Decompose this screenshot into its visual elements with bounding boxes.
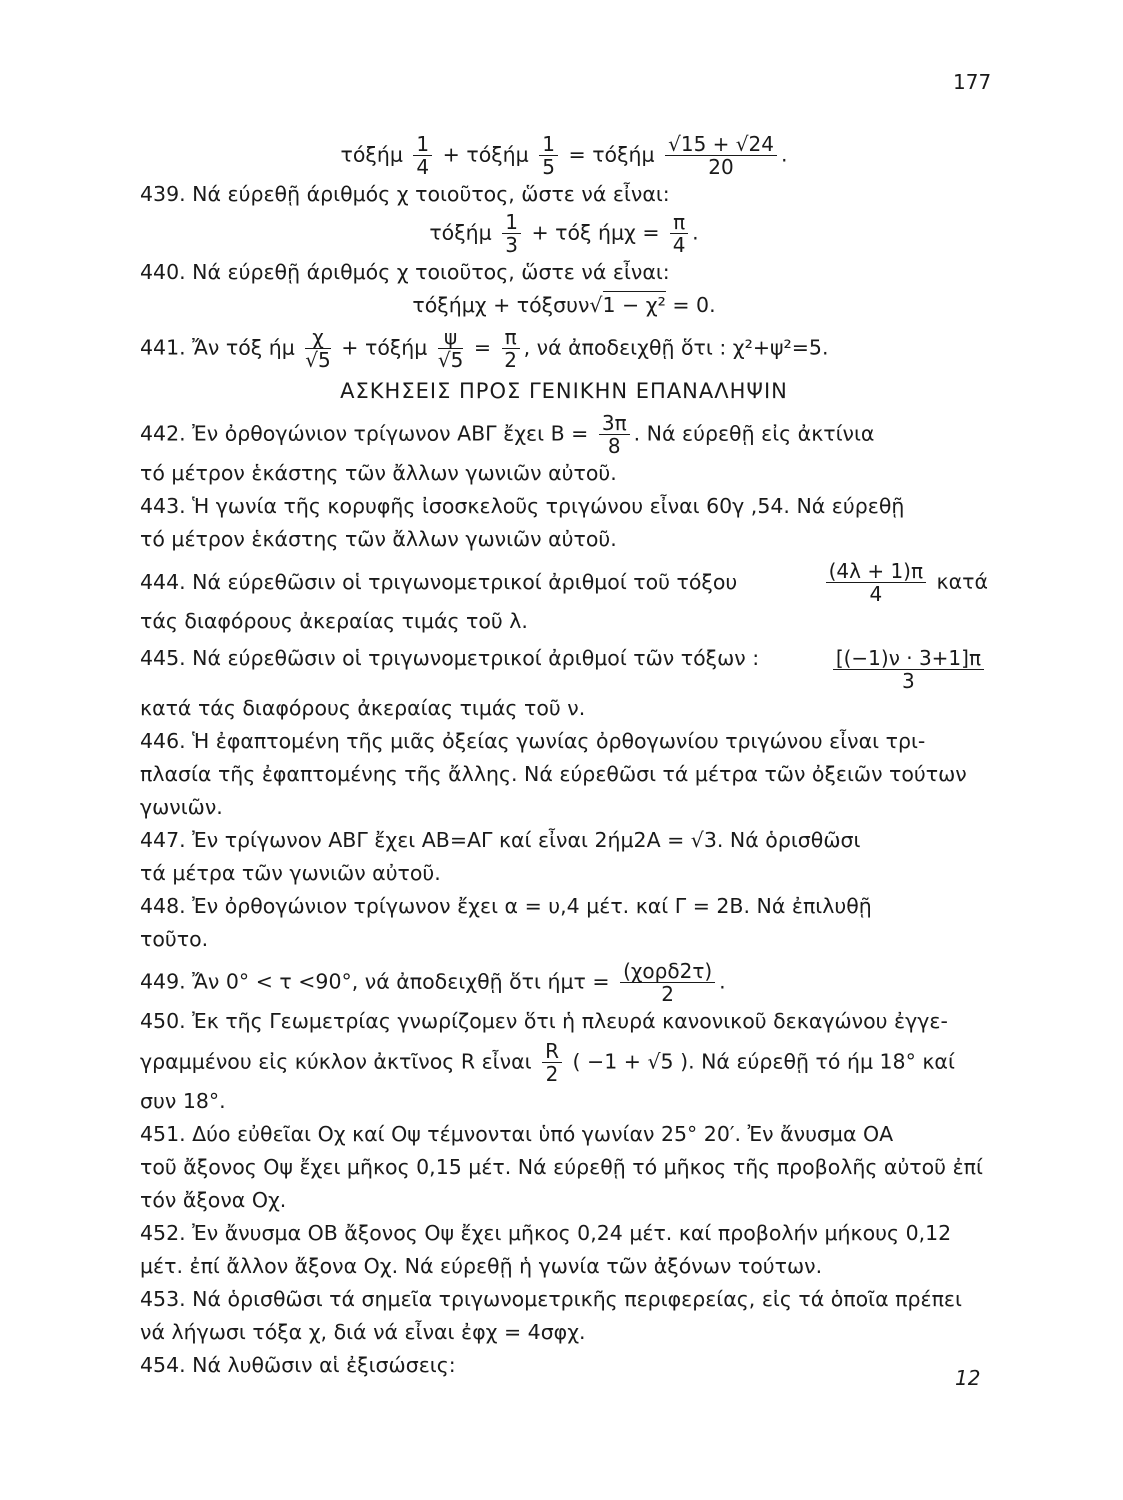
fraction: (χορδ2τ) 2	[620, 960, 715, 1005]
exercise-450: 450. Ἐκ τῆς Γεωμετρίας γνωρίζομεν ὅτι ἡ πλευρά κανονικοῦ δεκαγώνου ἐγγε- γραμμένου εἰς κύκλον ἀκτῖνος R εἶναι $\frac{R}{2}$ ( −1 + √5 ). Νά εύρεθῇ τό ήμ 18° καί συν 18°.	[140, 1009, 955, 1113]
fraction: $\frac{1}{4}$	[413, 133, 432, 178]
fraction: $\frac{1}{5}$	[539, 133, 558, 178]
exercise-448: 448. Ἐν ὀρθογώνιον τρίγωνον ἔχει α = υ,4 μέτ. καί Γ = 2Β. Νά ἐπιλυθῇ τοῦτο.	[140, 894, 872, 951]
fraction: $\frac{√15 + √24}{20}$	[665, 133, 777, 178]
exercise-452: 452. Ἐν ἄνυσμα ΟΒ ἄξονος Οψ ἔχει μῆκος 0,24 μέτ. καί προβολήν μήκους 0,12 μέτ. ἐπί ἄλλον ἄξονα Οχ. Νά εύρεθῇ ἡ γωνία τῶν ἀξόνων τούτων.	[140, 1221, 952, 1278]
fraction: $\frac{R}{2}$	[542, 1040, 562, 1085]
equation-top: τόξήμ $\frac{1}{4}$ + τόξήμ $\frac{1}{5}$ = τόξήμ $\frac{√15 + √24}{20}$ .	[340, 132, 788, 179]
exercise-451: 451. Δύο εὐθεῖαι Οχ καί Οψ τέμνονται ὑπό γωνίαν 25° 20′. Ἐν ἄνυσμα ΟΑ τοῦ ἄξονος Οψ ἔχει μῆκος 0,15 μέτ. Νά εύρεθῇ τό μῆκος τῆς προβολῆς αὐτοῦ ἐπί τόν ἄξονα Οχ.	[140, 1122, 983, 1212]
fraction: [(−1)ν · 3+1]π 3	[833, 647, 984, 692]
exercise-439: 439. Νά εύρεθῇ άριθμός χ τοιοῦτος, ὥστε νά εἶναι: τόξήμ $\frac{1}{3}$ + τόξ ήμχ = $\frac{\pi}{4}$ .	[140, 182, 699, 257]
fraction: $\frac{(4\lambda + 1)\pi}{4}$	[826, 560, 926, 605]
exercise-447: 447. Ἐν τρίγωνον ΑΒΓ ἔχει ΑΒ=ΑΓ καί εἶναι 2ήμ2Α = √3. Νά ὁρισθῶσι τά μέτρα τῶν γωνιῶν αὐτοῦ.	[140, 828, 861, 885]
signature-mark: 12	[955, 1366, 981, 1390]
exercise-445: 445. Νά εύρεθῶσιν οἱ τριγωνομετρικοί ἀριθμοί τῶν τόξων : [(−1)ν · 3+1]π 3 κατά τάς διαφόρους ἀκεραίας τιμάς τοῦ ν.	[140, 642, 988, 725]
fraction: $\frac{\chi}{√5}$	[305, 325, 331, 372]
fraction: $\frac{1}{3}$	[502, 211, 521, 256]
section-heading: ΑΣΚΗΣΕΙΣ ΠΡΟΣ ΓΕΝΙΚΗΝ ΕΠΑΝΑΛΗΨΙΝ	[340, 379, 788, 403]
fraction: $\frac{\pi}{4}$	[670, 211, 688, 256]
fraction: $\frac{\psi}{√5}$	[437, 325, 464, 372]
exercise-443: 443. Ἡ γωνία τῆς κορυφῆς ἰσοσκελοῦς τριγώνου εἶναι 60γ ,54. Νά εύρεθῇ τό μέτρον ἑκάστης τῶν ἄλλων γωνιῶν αὐτοῦ.	[140, 494, 905, 551]
exercise-441: 441. Ἄν τόξ ήμ $\frac{\chi}{√5}$ + τόξήμ $\frac{\psi}{√5}$ = $\frac{\pi}{2}$ , νά ἀποδειχθῇ ὅτι : χ²+ψ²=5.	[140, 325, 829, 372]
exercise-449: 449. Ἄν 0° < τ <90°, νά ἀποδειχθῇ ὅτι ήμτ = (χορδ2τ) 2 .	[140, 959, 726, 1006]
exercise-440: 440. Νά εύρεθῇ άριθμός χ τοιοῦτος, ὥστε νά εἶναι: τόξήμχ + τόξσυν√1 − χ² = 0.	[140, 260, 716, 317]
exercise-442: 442. Ἐν ὀρθογώνιον τρίγωνον ΑΒΓ ἔχει Β = $\frac{3\pi}{8}$ . Νά εύρεθῇ εἰς ἀκτίνια τό μέτρον ἑκάστης τῶν ἄλλων γωνιῶν αὐτοῦ.	[140, 411, 875, 485]
exercise-446: 446. Ἡ ἐφαπτομένη τῆς μιᾶς ὀξείας γωνίας ὀρθογωνίου τριγώνου εἶναι τρι- πλασία τῆς ἐφαπτομένης τῆς ἄλλης. Νά εύρεθῶσι τά μέτρα τῶν ὀξειῶν τούτων γωνιῶν.	[140, 729, 967, 819]
exercise-454: 454. Νά λυθῶσιν αἱ ἐξισώσεις:	[140, 1353, 456, 1377]
fraction: $\frac{3\pi}{8}$	[599, 412, 630, 457]
exercise-453: 453. Νά ὁρισθῶσι τά σημεῖα τριγωνομετρικῆς περιφερείας, εἰς τά ὁποῖα πρέπει νά λήγωσι τόξα χ, διά νά εἶναι ἐφχ = 4σφχ.	[140, 1287, 962, 1344]
page-number: 177	[953, 70, 992, 94]
page-body	[140, 133, 988, 1382]
exercise-444: 444. Νά εύρεθῶσιν οἱ τριγωνομετρικοί ἀριθμοί τοῦ τόξου $\frac{(4\lambda + 1)\pi}{4}$ κατά τάς διαφόρους ἀκεραίας τιμάς τοῦ λ.	[140, 559, 988, 633]
fraction: $\frac{\pi}{2}$	[502, 326, 520, 371]
